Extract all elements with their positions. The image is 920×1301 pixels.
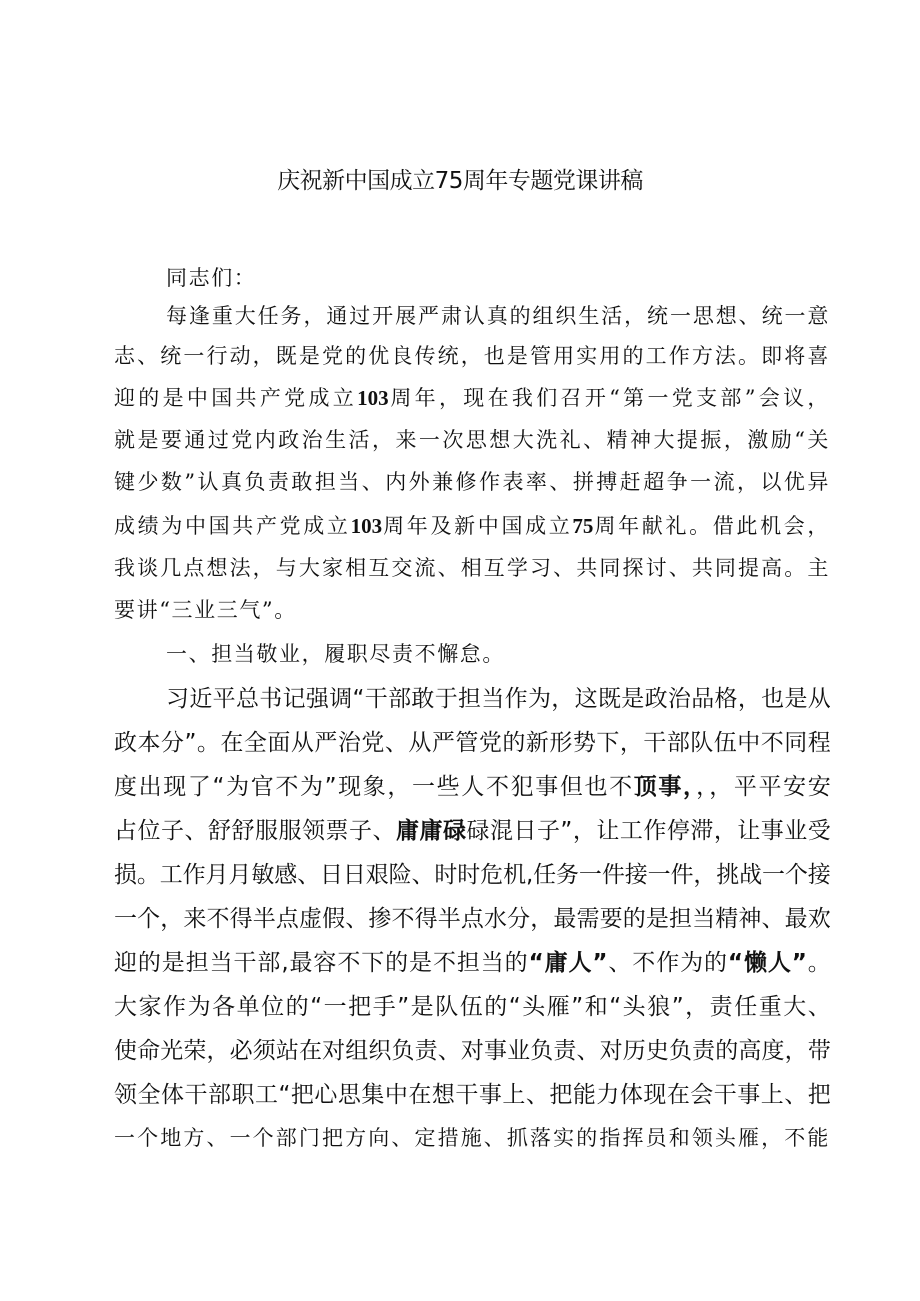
paragraph-1-line-1: 每逢重大任务，通过开展严肃认真的组织生活，统一思想、统一意 <box>166 304 830 328</box>
anniversary-number: 103 <box>357 386 389 410</box>
paragraph-1-line-4: 就是要通过党内政治生活，来一次思想大洗礼、精神大提振，激励“关 <box>114 428 830 452</box>
text-segment: 周年及新中国成立 <box>382 514 573 538</box>
greeting: 同志们： <box>166 266 257 290</box>
text-segment: 度出现了“为官不为”现象，一些人不犯事但也不 <box>114 774 634 800</box>
paragraph-1-line-6 <box>114 510 830 542</box>
text-segment: 迎的是中国共产党成立 <box>114 386 358 410</box>
bold-text: 庸庸碌 <box>395 818 467 844</box>
paragraph-2-line-5: 损。工作月月敏感、日日艰险、时时危机,任务一件接一件，挑战一个接 <box>114 862 830 888</box>
text-segment: 周年，现在我们召开“第一党支部”会议， <box>388 386 830 410</box>
anniversary-number: 75 <box>572 514 594 538</box>
paragraph-2-line-7 <box>114 946 830 980</box>
paragraph-2-line-8: 大家作为各单位的“一把手”是队伍的“头雁”和“头狼”，责任重大、 <box>114 994 830 1020</box>
text-segment: 迎的是担当干部,最容不下的是不担当的 <box>114 950 529 976</box>
paragraph-2-line-9: 使命光荣，必须站在对组织负责、对事业负责、对历史负责的高度，带 <box>114 1038 830 1064</box>
text-segment: 碌混日子”，让工作停滞，让事业受 <box>466 818 830 844</box>
text-segment: 周年献礼。借此机会， <box>593 514 830 538</box>
document-title: 庆祝新中国成立75周年专题党课讲稿 <box>277 168 643 194</box>
text-segment: 、不作为的 <box>606 950 728 976</box>
paragraph-1-line-3 <box>114 382 830 414</box>
section-1-heading: 一、担当敬业，履职尽责不懈怠。 <box>166 642 505 666</box>
paragraph-2-line-11: 一个地方、一个部门把方向、定措施、抓落实的指挥员和领头雁，不能 <box>114 1126 830 1150</box>
bold-text: “懒人” <box>727 950 807 976</box>
paragraph-1-line-2: 志、统一行动，既是党的优良传统，也是管用实用的工作方法。即将喜 <box>114 344 830 368</box>
paragraph-2-line-1: 习近平总书记强调“干部敢于担当作为，这既是政治品格，也是从 <box>166 686 830 712</box>
paragraph-2-line-6: 一个，来不得半点虚假、掺不得半点水分，最需要的是担当精神、最欢 <box>114 906 830 932</box>
paragraph-2-line-3 <box>114 770 830 804</box>
text-segment: ，，平平安安 <box>696 774 830 800</box>
bold-text: “庸人” <box>528 950 607 976</box>
text-segment: 。 <box>806 950 830 976</box>
bold-text: 顶事， <box>633 774 697 800</box>
text-segment: 占位子、舒舒服服领票子、 <box>114 818 396 844</box>
paragraph-1-line-8: 要讲“三业三气”。 <box>114 598 297 622</box>
paragraph-2-line-2: 政本分”。在全面从严治党、从严管党的新形势下，干部队伍中不同程 <box>114 730 830 756</box>
paragraph-2-line-10: 领全体干部职工“把心思集中在想干事上、把能力体现在会干事上、把 <box>114 1082 830 1108</box>
paragraph-2-line-4 <box>114 814 830 848</box>
paragraph-1-line-7: 我谈几点想法，与大家相互交流、相互学习、共同探讨、共同提高。主 <box>114 556 830 580</box>
paragraph-1-line-5: 键少数”认真负责敢担当、内外兼修作表率、拼搏赶超争一流，以优异 <box>114 470 830 494</box>
anniversary-number: 103 <box>350 514 383 538</box>
text-segment: 成绩为中国共产党成立 <box>114 514 351 538</box>
